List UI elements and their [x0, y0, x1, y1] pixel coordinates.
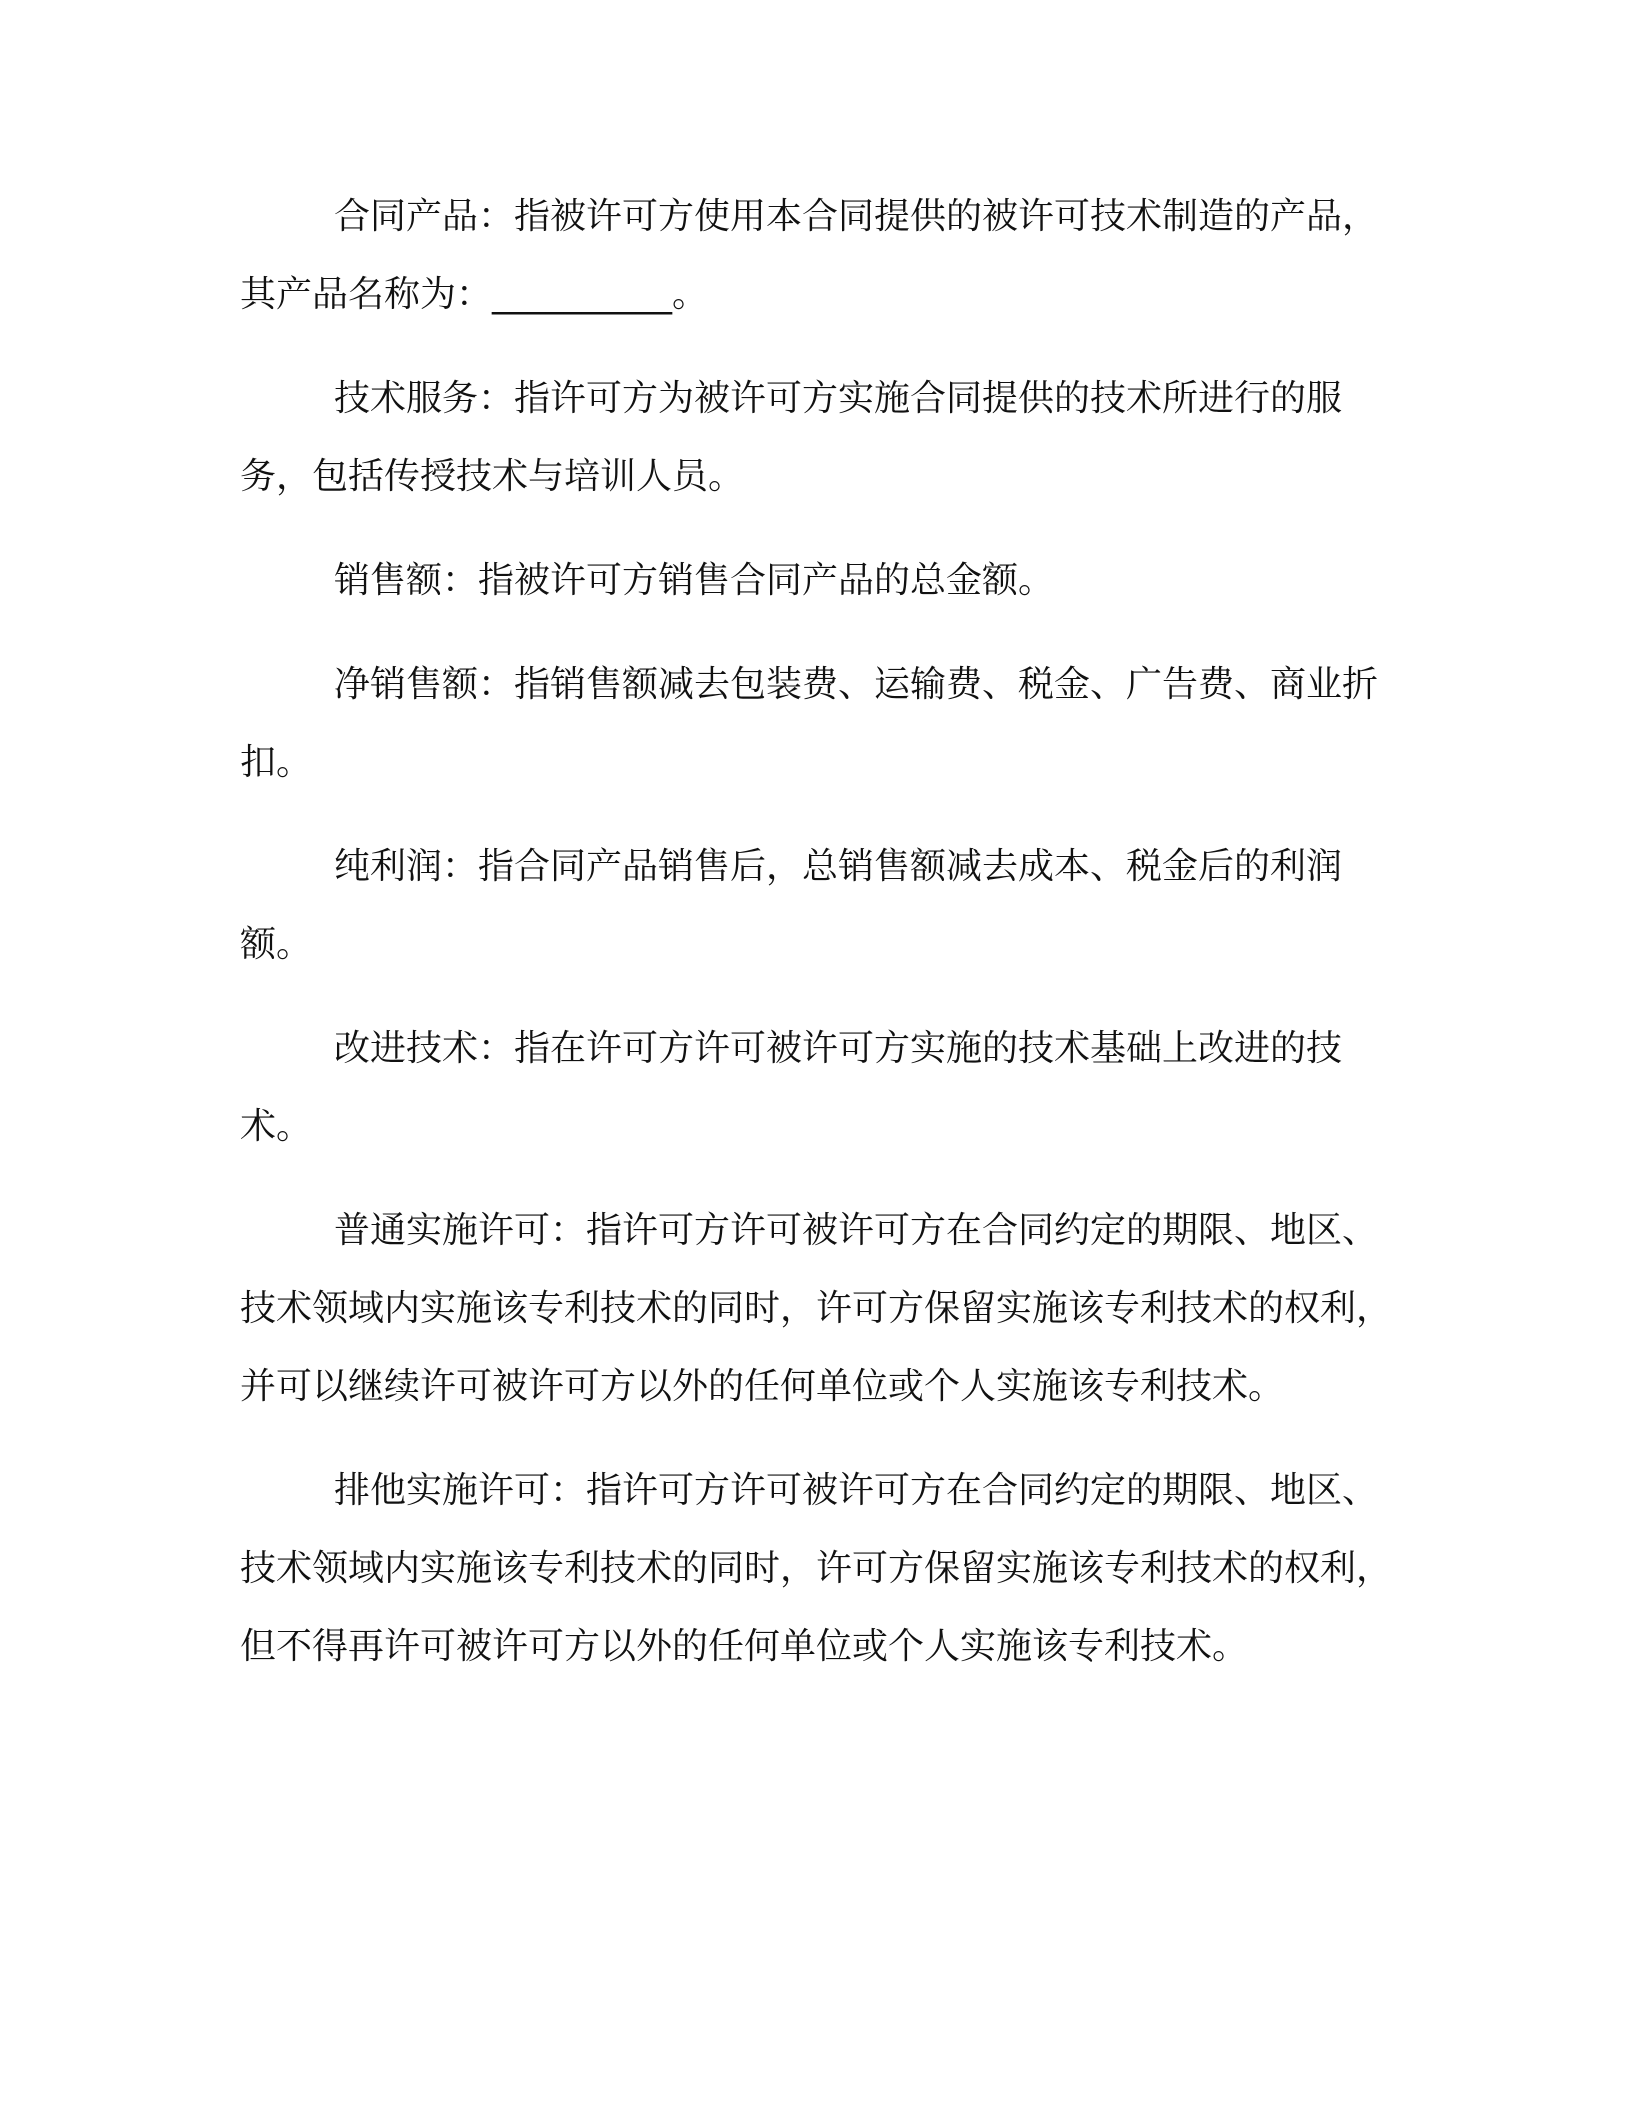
document-body — [240, 178, 1400, 1712]
definition-exclusive-license: 排他实施许可：指许可方许可被许可方在合同约定的期限、地区、技术领域内实施该专利技术的同时，许可方保留实施该专利技术的权利，但不得再许可被许可方以外的任何单位或个人实施该专利技术。 — [240, 1470, 1393, 1667]
definition-improved-technology: 改进技术：指在许可方许可被许可方实施的技术基础上改进的技术。 — [240, 1028, 1343, 1147]
definition-ordinary-license: 普通实施许可：指许可方许可被许可方在合同约定的期限、地区、技术领域内实施该专利技术的同时，许可方保留实施该专利技术的权利，并可以继续许可被许可方以外的任何单位或个人实施该专利技术。 — [240, 1210, 1393, 1407]
definition-technical-service: 技术服务：指许可方为被许可方实施合同提供的技术所进行的服务，包括传授技术与培训人员。 — [240, 378, 1343, 497]
definition-sales-amount: 销售额：指被许可方销售合同产品的总金额。 — [334, 560, 1055, 601]
definition-net-sales: 净销售额：指销售额减去包装费、运输费、税金、广告费、商业折扣。 — [240, 664, 1379, 783]
definition-contract-product: 合同产品：指被许可方使用本合同提供的被许可技术制造的产品，其产品名称为：__________。 — [240, 196, 1379, 315]
definition-net-profit: 纯利润：指合同产品销售后，总销售额减去成本、税金后的利润额。 — [240, 846, 1343, 965]
